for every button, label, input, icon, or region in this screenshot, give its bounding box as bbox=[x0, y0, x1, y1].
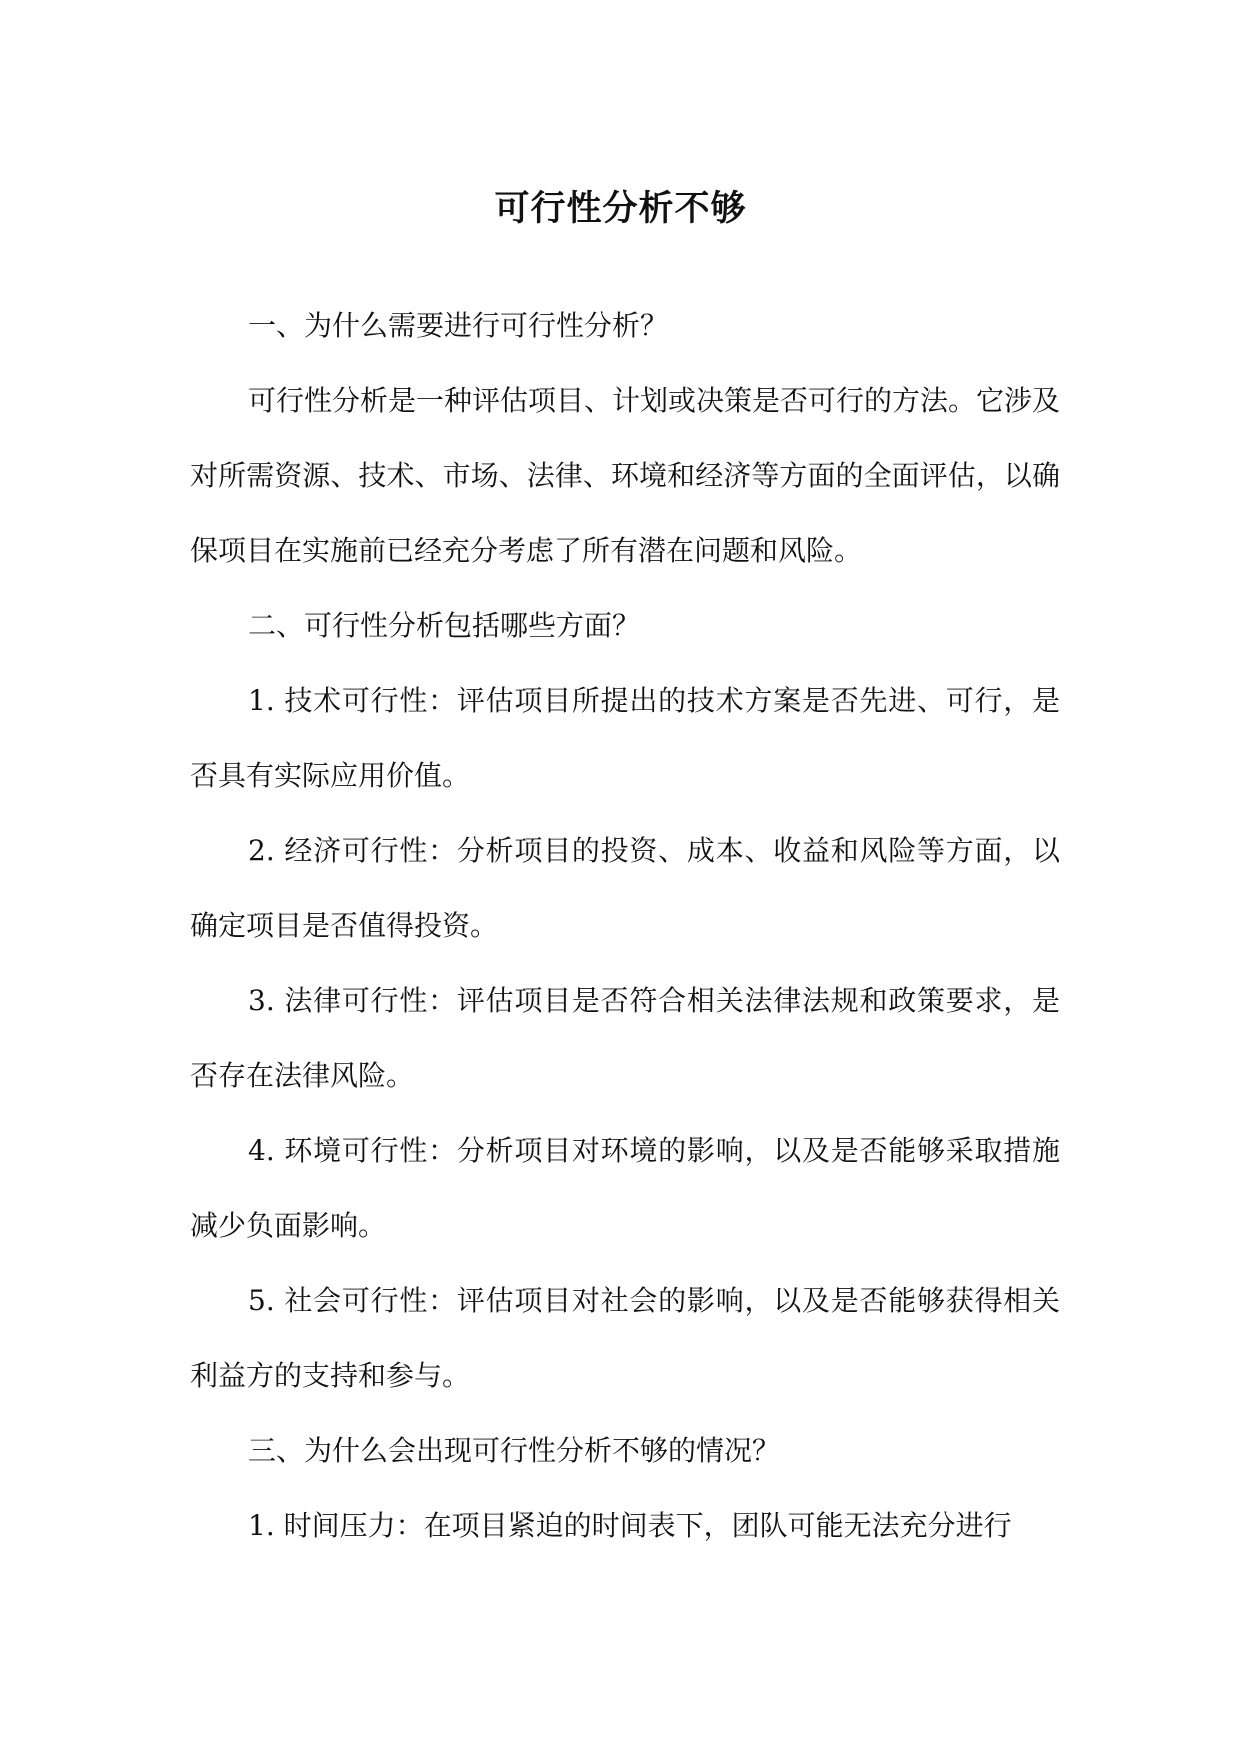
list-item-time-pressure: 1. 时间压力：在项目紧迫的时间表下，团队可能无法充分进行 bbox=[248, 1509, 1012, 1542]
list-item-environmental: 4. 环境可行性：分析项目对环境的影响，以及是否能够采取措施减少负面影响。 bbox=[190, 1134, 1060, 1242]
paragraph-intro: 可行性分析是一种评估项目、计划或决策是否可行的方法。它涉及对所需资源、技术、市场、法律、环境和经济等方面的全面评估，以确保项目在实施前已经充分考虑了所有潜在问题和风险。 bbox=[190, 384, 1061, 567]
list-item-technical: 1. 技术可行性：评估项目所提出的技术方案是否先进、可行，是否具有实际应用价值。 bbox=[190, 684, 1060, 792]
list-item-economic: 2. 经济可行性：分析项目的投资、成本、收益和风险等方面，以确定项目是否值得投资。 bbox=[190, 834, 1060, 942]
list-item-legal: 3. 法律可行性：评估项目是否符合相关法律法规和政策要求，是否存在法律风险。 bbox=[190, 984, 1060, 1092]
section-heading-2: 二、可行性分析包括哪些方面？ bbox=[248, 609, 641, 642]
section-heading-1: 一、为什么需要进行可行性分析？ bbox=[248, 309, 669, 342]
document-title: 可行性分析不够 bbox=[494, 189, 747, 229]
document-body bbox=[190, 288, 1060, 1563]
section-heading-3: 三、为什么会出现可行性分析不够的情况？ bbox=[248, 1434, 781, 1467]
list-item-social: 5. 社会可行性：评估项目对社会的影响，以及是否能够获得相关利益方的支持和参与。 bbox=[190, 1284, 1060, 1392]
